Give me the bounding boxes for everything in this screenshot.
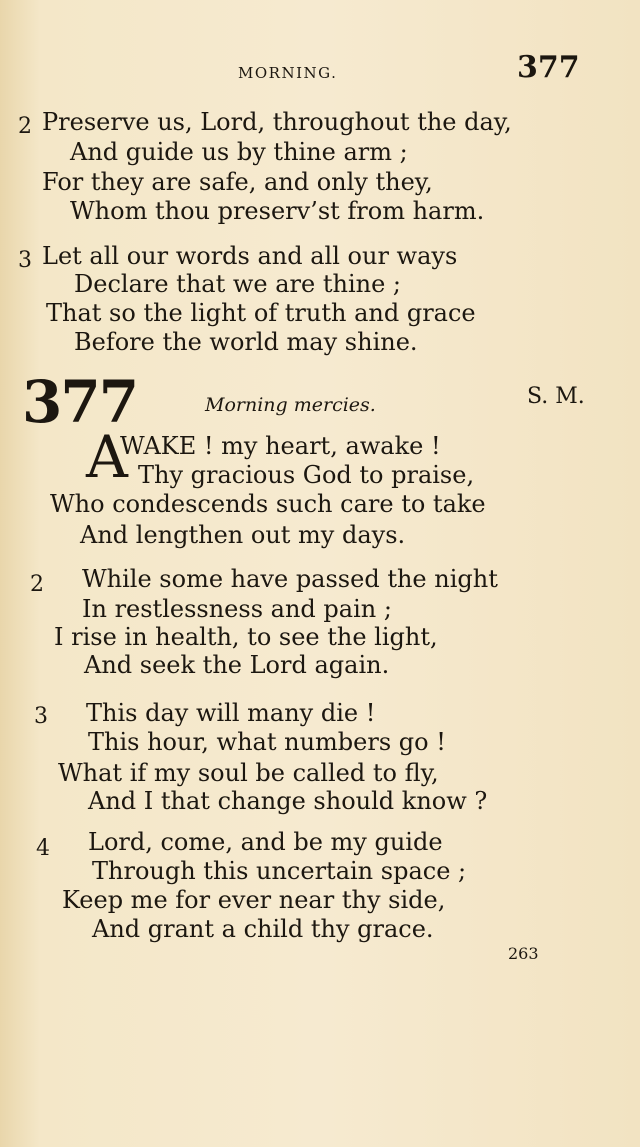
verse-line: And I that change should know ? xyxy=(88,787,488,815)
verse-line: And lengthen out my days. xyxy=(80,521,406,549)
verse-line: And guide us by thine arm ; xyxy=(70,138,408,166)
verse-line: Preserve us, Lord, throughout the day, xyxy=(42,108,512,136)
running-head: MORNING. xyxy=(238,64,338,82)
verse-line: This hour, what numbers go ! xyxy=(88,728,446,756)
page-number-bottom: 263 xyxy=(508,944,539,963)
verse-number: 3 xyxy=(18,248,32,273)
verse-line: That so the light of truth and grace xyxy=(46,299,476,327)
verse-line: This day will many die ! xyxy=(86,699,376,727)
verse-line: I rise in health, to see the light, xyxy=(54,623,438,651)
verse-number: 3 xyxy=(34,704,48,729)
verse-number: 2 xyxy=(30,572,44,597)
verse-line: Thy gracious God to praise, xyxy=(138,461,475,489)
hymn-number: 377 xyxy=(22,368,138,436)
verse-line: WAKE ! my heart, awake ! xyxy=(120,432,441,460)
verse-line: Before the world may shine. xyxy=(74,328,418,356)
hymn-title: Morning mercies. xyxy=(205,394,376,416)
page-number-top: 377 xyxy=(517,50,580,85)
verse-line: What if my soul be called to fly, xyxy=(58,759,439,787)
verse-line: For they are safe, and only they, xyxy=(42,168,433,196)
verse-line: While some have passed the night xyxy=(82,565,498,593)
verse-line: Lord, come, and be my guide xyxy=(88,828,443,856)
verse-line: In restlessness and pain ; xyxy=(82,595,392,623)
verse-line: And seek the Lord again. xyxy=(84,651,390,679)
verse-number: 2 xyxy=(18,114,32,139)
verse-line: Let all our words and all our ways xyxy=(42,242,458,270)
verse-line: Who condescends such care to take xyxy=(50,490,486,518)
verse-line: Declare that we are thine ; xyxy=(74,270,401,298)
drop-cap: A xyxy=(86,423,128,491)
hymn-meter: S. M. xyxy=(527,384,585,409)
verse-line: Through this uncertain space ; xyxy=(92,857,467,885)
verse-line: Keep me for ever near thy side, xyxy=(62,886,446,914)
verse-number: 4 xyxy=(36,836,50,861)
verse-line: Whom thou preserv’st from harm. xyxy=(70,197,485,225)
verse-line: And grant a child thy grace. xyxy=(92,915,434,943)
